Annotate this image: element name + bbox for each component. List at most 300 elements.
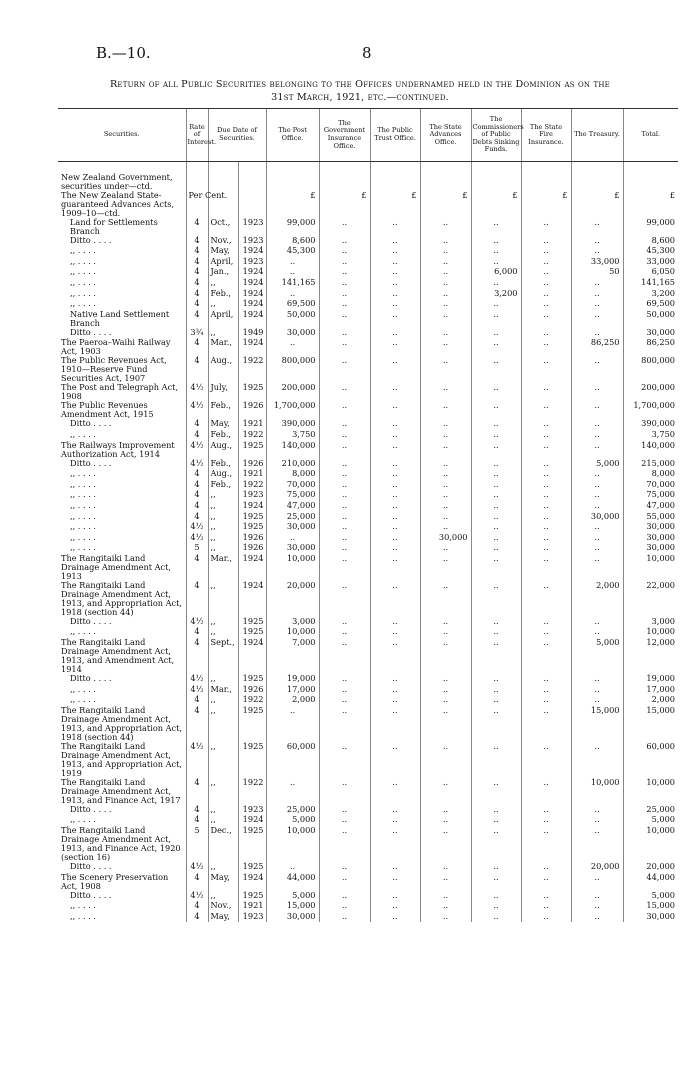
total-value: 99,000: [623, 218, 678, 236]
security-name: [58, 162, 186, 173]
post-office-value: 15,000: [266, 901, 319, 912]
govt-insurance-value: ..: [319, 310, 370, 328]
security-name: ,, . . . .: [70, 814, 97, 825]
due-month: Sept.,: [208, 638, 238, 674]
post-office-value: 75,000: [266, 490, 319, 501]
due-year: 1925: [238, 383, 266, 401]
treasury-value: ..: [571, 627, 623, 638]
interest-rate: 4: [186, 278, 208, 289]
due-month: ,,: [208, 862, 238, 873]
govt-insurance-value: £: [319, 191, 370, 218]
state-fire-value: ..: [521, 778, 571, 805]
post-office-value: 800,000: [266, 356, 319, 383]
govt-insurance-value: ..: [319, 826, 370, 862]
total-value: 10,000: [623, 554, 678, 581]
state-fire-value: ..: [521, 581, 571, 617]
interest-rate: 4: [186, 501, 208, 512]
state-fire-value: ..: [521, 236, 571, 247]
table-row: [58, 912, 678, 923]
govt-insurance-value: ..: [319, 469, 370, 480]
security-name: The Rangitaiki Land Drainage Amendment Act, 1913, and Appropriation Act, 1918 (section 44): [61, 579, 183, 617]
sinking-funds-value: ..: [471, 543, 521, 554]
post-office-value: £: [266, 191, 319, 218]
due-month: Aug.,: [208, 356, 238, 383]
state-fire-value: ..: [521, 490, 571, 501]
sinking-funds-value: ..: [471, 441, 521, 459]
security-name: ,, . . . .: [70, 287, 97, 298]
treasury-value: ..: [571, 419, 623, 430]
interest-rate: [186, 162, 208, 173]
treasury-value: ..: [571, 480, 623, 491]
table-row: [58, 695, 678, 706]
public-trust-value: ..: [370, 512, 420, 523]
public-trust-value: ..: [370, 901, 420, 912]
govt-insurance-value: ..: [319, 289, 370, 300]
state-fire-value: ..: [521, 617, 571, 628]
security-name: The Public Revenues Act, 1910—Reserve Fund Securities Act, 1907: [61, 355, 167, 384]
due-month: April,: [208, 310, 238, 328]
public-trust-value: ..: [370, 826, 420, 862]
due-month: Nov.,: [208, 901, 238, 912]
post-office-value: 140,000: [266, 441, 319, 459]
table-row: [58, 278, 678, 289]
govt-insurance-value: ..: [319, 299, 370, 310]
public-trust-value: ..: [370, 236, 420, 247]
public-trust-value: ..: [370, 805, 420, 816]
total-value: 19,000: [623, 674, 678, 685]
sinking-funds-value: ..: [471, 246, 521, 257]
interest-rate: 4: [186, 873, 208, 891]
security-name: ,, . . . .: [70, 255, 97, 266]
interest-rate: 4: [186, 419, 208, 430]
state-advances-value: ..: [420, 522, 471, 533]
state-fire-value: ..: [521, 706, 571, 742]
state-advances-value: ..: [420, 638, 471, 674]
table-row: [58, 826, 678, 862]
treasury-value: £: [571, 191, 623, 218]
public-trust-value: ..: [370, 638, 420, 674]
interest-rate: 4: [186, 469, 208, 480]
state-advances-value: ..: [420, 257, 471, 268]
table-row: [58, 617, 678, 628]
interest-rate: 4½: [186, 674, 208, 685]
sinking-funds-value: ..: [471, 912, 521, 923]
state-fire-value: ..: [521, 674, 571, 685]
due-year: 1925: [238, 706, 266, 742]
due-year: 1925: [238, 891, 266, 902]
treasury-value: ..: [571, 685, 623, 696]
public-trust-value: ..: [370, 543, 420, 554]
public-trust-value: ..: [370, 490, 420, 501]
total-value: 25,000: [623, 805, 678, 816]
state-advances-value: ..: [420, 512, 471, 523]
state-fire-value: ..: [521, 695, 571, 706]
interest-rate: 4½: [186, 891, 208, 902]
treasury-value: ..: [571, 826, 623, 862]
state-fire-value: ..: [521, 419, 571, 430]
table-row: [58, 501, 678, 512]
treasury-value: ..: [571, 522, 623, 533]
post-office-value: ..: [266, 533, 319, 544]
sinking-funds-value: ..: [471, 501, 521, 512]
security-name: ,, . . . .: [70, 298, 97, 309]
state-advances-value: ..: [420, 815, 471, 826]
state-fire-value: ..: [521, 501, 571, 512]
post-office-value: 7,000: [266, 638, 319, 674]
due-year: 1923: [238, 257, 266, 268]
treasury-value: 5,000: [571, 638, 623, 674]
treasury-value: ..: [571, 310, 623, 328]
due-year: 1926: [238, 401, 266, 419]
public-trust-value: ..: [370, 695, 420, 706]
total-value: [623, 162, 678, 173]
state-fire-value: ..: [521, 218, 571, 236]
interest-rate: 4: [186, 246, 208, 257]
govt-insurance-value: ..: [319, 490, 370, 501]
total-value: 3,000: [623, 617, 678, 628]
treasury-value: ..: [571, 695, 623, 706]
state-advances-value: ..: [420, 695, 471, 706]
due-month: ,,: [208, 805, 238, 816]
treasury-value: 15,000: [571, 706, 623, 742]
interest-rate: 4½: [186, 617, 208, 628]
interest-rate: 4½: [186, 685, 208, 696]
treasury-value: ..: [571, 328, 623, 339]
treasury-value: ..: [571, 289, 623, 300]
govt-insurance-value: ..: [319, 441, 370, 459]
state-advances-value: ..: [420, 459, 471, 470]
post-office-value: 3,000: [266, 617, 319, 628]
page-header: [0, 44, 700, 68]
table-row: [58, 815, 678, 826]
interest-rate: 4: [186, 638, 208, 674]
state-fire-value: ..: [521, 459, 571, 470]
post-office-value: 30,000: [266, 912, 319, 923]
table-row: [58, 459, 678, 470]
treasury-value: ..: [571, 912, 623, 923]
interest-rate: 4½: [186, 459, 208, 470]
interest-rate: [186, 173, 208, 191]
interest-rate: 4: [186, 627, 208, 638]
security-name: The Rangitaiki Land Drainage Amendment Act, 1913, and Finance Act, 1917: [61, 776, 181, 805]
due-year: 1923: [238, 490, 266, 501]
interest-rate: 4½: [186, 383, 208, 401]
state-fire-value: ..: [521, 685, 571, 696]
state-advances-value: ..: [420, 617, 471, 628]
table-row: [58, 267, 678, 278]
state-advances-value: ..: [420, 891, 471, 902]
sinking-funds-value: ..: [471, 522, 521, 533]
post-office-value: ..: [266, 267, 319, 278]
total-value: 15,000: [623, 901, 678, 912]
state-advances-value: ..: [420, 289, 471, 300]
post-office-value: 69,500: [266, 299, 319, 310]
post-office-value: 5,000: [266, 891, 319, 902]
due-year: [238, 191, 266, 218]
public-trust-value: [370, 162, 420, 173]
state-fire-value: ..: [521, 328, 571, 339]
post-office-value: ..: [266, 778, 319, 805]
public-trust-value: [370, 173, 420, 191]
security-name: Land for Settlements Branch: [70, 216, 158, 236]
due-year: 1925: [238, 522, 266, 533]
security-name: ,, . . . .: [70, 428, 97, 439]
table-row: [58, 236, 678, 247]
due-year: [238, 173, 266, 191]
sinking-funds-value: ..: [471, 873, 521, 891]
due-month: ,,: [208, 815, 238, 826]
interest-rate: 4: [186, 554, 208, 581]
total-value: 17,000: [623, 685, 678, 696]
due-year: 1923: [238, 912, 266, 923]
state-fire-value: ..: [521, 522, 571, 533]
due-year: 1926: [238, 459, 266, 470]
sinking-funds-value: ..: [471, 554, 521, 581]
state-advances-value: ..: [420, 873, 471, 891]
sinking-funds-value: ..: [471, 815, 521, 826]
post-office-value: [266, 173, 319, 191]
total-value: 30,000: [623, 328, 678, 339]
interest-rate: 4: [186, 218, 208, 236]
state-advances-value: ..: [420, 490, 471, 501]
sinking-funds-value: 6,000: [471, 267, 521, 278]
total-value: 10,000: [623, 826, 678, 862]
treasury-value: ..: [571, 873, 623, 891]
total-value: 44,000: [623, 873, 678, 891]
state-advances-value: 30,000: [420, 533, 471, 544]
sinking-funds-value: ..: [471, 469, 521, 480]
due-year: 1924: [238, 501, 266, 512]
due-month: ,,: [208, 299, 238, 310]
interest-rate: 4: [186, 805, 208, 816]
post-office-value: 141,165: [266, 278, 319, 289]
post-office-value: 5,000: [266, 815, 319, 826]
table-row: [58, 742, 678, 778]
govt-insurance-value: ..: [319, 522, 370, 533]
security-name: Ditto . . . .: [70, 803, 112, 814]
state-fire-value: ..: [521, 267, 571, 278]
due-month: Mar.,: [208, 685, 238, 696]
col-rate: Rate of Interest.: [186, 109, 208, 162]
due-year: 1926: [238, 543, 266, 554]
govt-insurance-value: ..: [319, 554, 370, 581]
sinking-funds-value: ..: [471, 891, 521, 902]
treasury-value: ..: [571, 891, 623, 902]
table-row: [58, 490, 678, 501]
treasury-value: ..: [571, 278, 623, 289]
due-month: ,,: [208, 512, 238, 523]
public-trust-value: ..: [370, 522, 420, 533]
public-trust-value: £: [370, 191, 420, 218]
govt-insurance-value: ..: [319, 267, 370, 278]
interest-rate: 4: [186, 338, 208, 356]
page-number: 8: [362, 44, 372, 62]
sinking-funds-value: ..: [471, 617, 521, 628]
total-value: 5,000: [623, 891, 678, 902]
due-month: ,,: [208, 891, 238, 902]
due-year: 1921: [238, 901, 266, 912]
govt-insurance-value: ..: [319, 356, 370, 383]
sinking-funds-value: ..: [471, 685, 521, 696]
state-advances-value: ..: [420, 554, 471, 581]
due-year: [238, 162, 266, 173]
due-year: 1924: [238, 554, 266, 581]
state-fire-value: ..: [521, 338, 571, 356]
post-office-value: 30,000: [266, 543, 319, 554]
due-month: Oct.,: [208, 218, 238, 236]
sinking-funds-value: ..: [471, 401, 521, 419]
due-year: 1923: [238, 805, 266, 816]
interest-rate: 4½: [186, 533, 208, 544]
due-year: 1925: [238, 627, 266, 638]
security-name: The New Zealand State-guaranteed Advances Acts, 1909–10—ctd.: [61, 189, 175, 218]
col-sinking-funds: The Commissioners of Public Debts Sinking Funds.: [471, 109, 521, 162]
state-fire-value: ..: [521, 873, 571, 891]
total-value: 140,000: [623, 441, 678, 459]
state-advances-value: ..: [420, 685, 471, 696]
state-fire-value: ..: [521, 469, 571, 480]
security-name: The Rangitaiki Land Drainage Amendment Act, 1913: [61, 552, 172, 581]
govt-insurance-value: ..: [319, 805, 370, 816]
post-office-value: 8,000: [266, 469, 319, 480]
due-month: ,,: [208, 617, 238, 628]
interest-rate: 4½: [186, 441, 208, 459]
due-year: 1924: [238, 581, 266, 617]
total-value: 70,000: [623, 480, 678, 491]
sinking-funds-value: ..: [471, 459, 521, 470]
public-trust-value: ..: [370, 533, 420, 544]
table-row: [58, 685, 678, 696]
state-advances-value: ..: [420, 543, 471, 554]
due-month: Nov.,: [208, 236, 238, 247]
security-name: ,, . . . .: [70, 245, 97, 256]
interest-rate: 3¾: [186, 328, 208, 339]
treasury-value: ..: [571, 617, 623, 628]
state-fire-value: ..: [521, 383, 571, 401]
state-advances-value: £: [420, 191, 471, 218]
treasury-value: ..: [571, 236, 623, 247]
sinking-funds-value: ..: [471, 901, 521, 912]
govt-insurance-value: ..: [319, 338, 370, 356]
due-month: ,,: [208, 674, 238, 685]
due-month: ,,: [208, 706, 238, 742]
state-fire-value: ..: [521, 533, 571, 544]
security-name: The Scenery Preservation Act, 1908: [61, 871, 169, 891]
table-row: [58, 805, 678, 816]
post-office-value: 44,000: [266, 873, 319, 891]
govt-insurance-value: ..: [319, 278, 370, 289]
treasury-value: [571, 173, 623, 191]
public-trust-value: ..: [370, 289, 420, 300]
public-trust-value: ..: [370, 218, 420, 236]
title-line-2: 31st March, 1921, etc.—continued.: [271, 92, 449, 103]
security-name: Ditto . . . .: [70, 861, 112, 872]
due-month: ,,: [208, 328, 238, 339]
security-name: Ditto . . . .: [70, 326, 112, 337]
table-row: [58, 674, 678, 685]
public-trust-value: ..: [370, 383, 420, 401]
total-value: 8,000: [623, 469, 678, 480]
interest-rate: 4: [186, 356, 208, 383]
col-govt-insurance: The Government Insurance Office.: [319, 109, 370, 162]
post-office-value: ..: [266, 289, 319, 300]
due-year: 1926: [238, 685, 266, 696]
col-total: Total.: [623, 109, 678, 162]
sinking-funds-value: ..: [471, 218, 521, 236]
total-value: [623, 173, 678, 191]
table-row: [58, 246, 678, 257]
public-trust-value: ..: [370, 267, 420, 278]
public-trust-value: ..: [370, 278, 420, 289]
govt-insurance-value: ..: [319, 328, 370, 339]
state-fire-value: ..: [521, 257, 571, 268]
public-trust-value: ..: [370, 742, 420, 778]
interest-rate: 4½: [186, 862, 208, 873]
treasury-value: 33,000: [571, 257, 623, 268]
total-value: 30,000: [623, 533, 678, 544]
state-advances-value: ..: [420, 218, 471, 236]
security-name: Ditto . . . .: [70, 457, 112, 468]
state-advances-value: ..: [420, 338, 471, 356]
treasury-value: ..: [571, 805, 623, 816]
govt-insurance-value: ..: [319, 638, 370, 674]
sinking-funds-value: ..: [471, 490, 521, 501]
govt-insurance-value: ..: [319, 501, 370, 512]
state-fire-value: ..: [521, 543, 571, 554]
total-value: 47,000: [623, 501, 678, 512]
total-value: 30,000: [623, 522, 678, 533]
state-advances-value: ..: [420, 246, 471, 257]
treasury-value: ..: [571, 901, 623, 912]
table-row: [58, 310, 678, 328]
state-fire-value: ..: [521, 826, 571, 862]
govt-insurance-value: ..: [319, 617, 370, 628]
total-value: 10,000: [623, 778, 678, 805]
due-month: Feb.,: [208, 401, 238, 419]
total-value: 390,000: [623, 419, 678, 430]
public-trust-value: ..: [370, 706, 420, 742]
sinking-funds-value: ..: [471, 480, 521, 491]
due-month: Aug.,: [208, 441, 238, 459]
securities-table: [58, 108, 678, 922]
sinking-funds-value: ..: [471, 236, 521, 247]
table-row: [58, 778, 678, 805]
security-name: ,, . . . .: [70, 531, 97, 542]
sinking-funds-value: ..: [471, 512, 521, 523]
treasury-value: ..: [571, 441, 623, 459]
state-fire-value: ..: [521, 815, 571, 826]
public-trust-value: ..: [370, 501, 420, 512]
post-office-value: 30,000: [266, 522, 319, 533]
public-trust-value: ..: [370, 674, 420, 685]
sinking-funds-value: ..: [471, 299, 521, 310]
due-year: 1924: [238, 338, 266, 356]
sinking-funds-value: ..: [471, 805, 521, 816]
sinking-funds-value: ..: [471, 310, 521, 328]
interest-rate: 4: [186, 267, 208, 278]
public-trust-value: ..: [370, 246, 420, 257]
state-fire-value: ..: [521, 310, 571, 328]
total-value: 10,000: [623, 627, 678, 638]
public-trust-value: ..: [370, 617, 420, 628]
security-name: The Rangitaiki Land Drainage Amendment Act, 1913, and Appropriation Act, 1919: [61, 740, 183, 778]
govt-insurance-value: [319, 173, 370, 191]
security-name: Ditto . . . .: [70, 615, 112, 626]
sinking-funds-value: ..: [471, 338, 521, 356]
security-name: ,, . . . .: [70, 626, 97, 637]
interest-rate: 4: [186, 310, 208, 328]
due-month: May,: [208, 246, 238, 257]
